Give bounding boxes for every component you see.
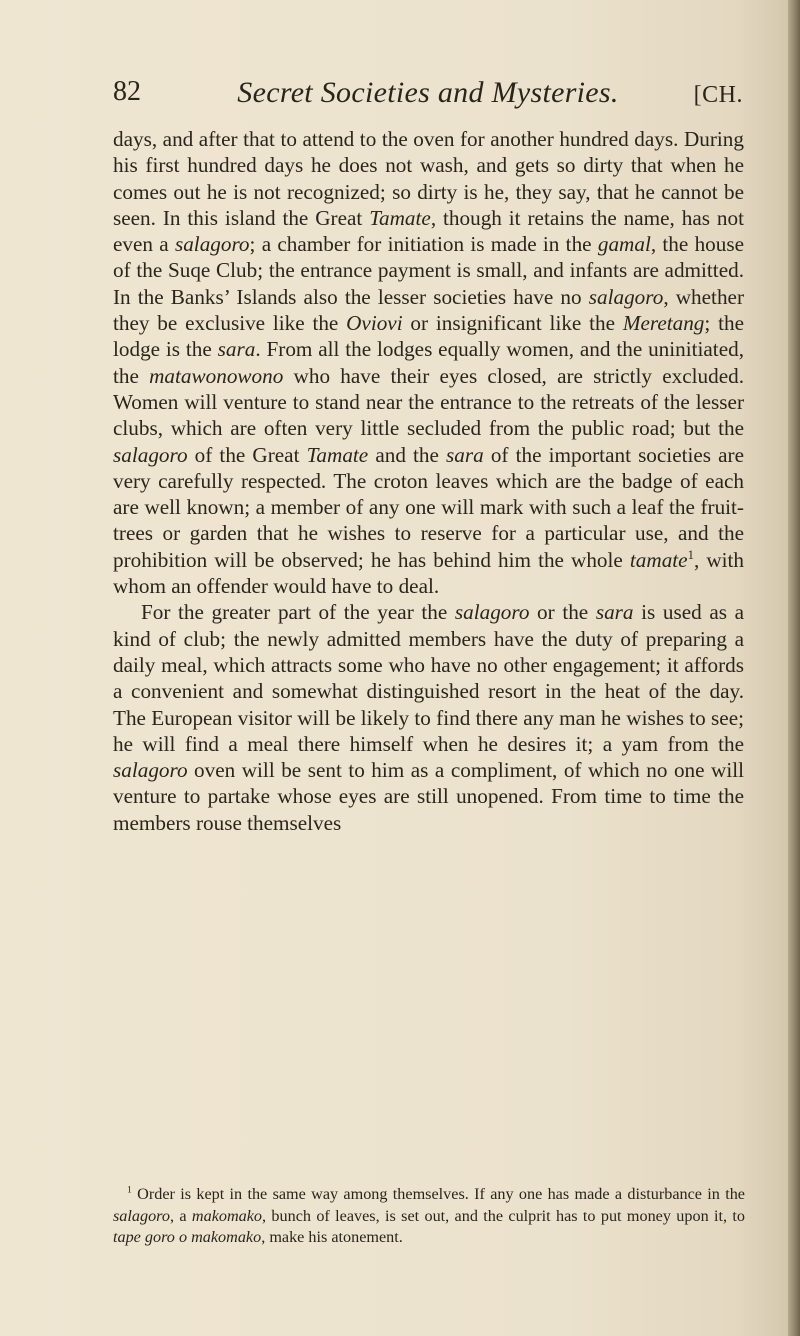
- text-run: of the important societies are very carefully respected. The croton leaves which are the badge of each are well known; a member of any one will mark with such a leaf the fruit-trees or garden that he wishes to reserve for a particular use, and the prohibition will be observed; he has behind him the whole: [113, 442, 744, 572]
- italic-term: salagoro: [113, 1206, 170, 1225]
- text-run: , make his atonement.: [261, 1228, 403, 1246]
- paragraph-1: [113, 126, 744, 599]
- text-run: , with whom an offender would have to deal.: [113, 547, 744, 599]
- chapter-marker: [CH.: [693, 82, 743, 108]
- italic-term: Tamate: [306, 442, 369, 467]
- text-run: , the house of the Suqe Club; the entrance payment is small, and infants are admitted. In the Banks’ Islands also the lesser societies have no: [113, 232, 744, 309]
- italic-term: tamate: [629, 547, 688, 572]
- italic-term: Meretang: [622, 311, 705, 336]
- italic-term: matawonowono: [149, 363, 284, 388]
- text-run: Order is kept in the same way among themselves. If any one has made a disturbance in the: [131, 1185, 745, 1203]
- italic-term: makomako: [191, 1206, 263, 1225]
- italic-term: salagoro: [174, 232, 250, 257]
- paragraph-2: [113, 599, 744, 836]
- footnote-ref: 1: [687, 547, 694, 562]
- body-text: [113, 126, 744, 836]
- text-run: . From all the lodges equally women, and the uninitiated, the: [113, 337, 744, 388]
- italic-term: Oviovi: [346, 311, 403, 336]
- italic-term: salagoro: [113, 442, 188, 467]
- italic-term: sara: [446, 442, 484, 467]
- footnote-ref: 1: [127, 1184, 132, 1196]
- running-title: Secret Societies and Mysteries.: [237, 76, 619, 109]
- text-run: and the: [368, 442, 447, 467]
- italic-term: gamal: [597, 232, 651, 257]
- page-number: 82: [113, 76, 141, 107]
- text-run: ; the lodge is the: [113, 311, 744, 362]
- italic-term: salagoro: [588, 284, 664, 309]
- text-run: or insignificant like the: [402, 311, 623, 336]
- italic-term: Tamate: [369, 205, 431, 230]
- italic-term: tape goro o makomako: [113, 1228, 262, 1246]
- text-run: ; a chamber for initiation is made in the: [249, 232, 598, 257]
- page-edge-shadow: [788, 0, 800, 1336]
- text-run: , bunch of leaves, is set out, and the culprit has to put money upon it, to: [262, 1206, 746, 1225]
- text-run: or the: [529, 600, 596, 625]
- text-run: is used as a kind of club; the newly admitted members have the duty of preparing a daily meal, which attracts some who have no other engagement; it affords a convenient and somewhat distinguished resort in the heat of the day. The European visitor will be likely to find there any man he wishes to see; he will find a meal there himself when he desires it; a yam from the: [113, 600, 745, 756]
- text-run: , though it retains the name, has not even a: [113, 205, 744, 257]
- text-run: oven will be sent to him as a compliment, of which no one will venture to partake whose eyes are still unopened. From time to time the members rouse themselves: [113, 758, 744, 835]
- text-run: , whether they be exclusive like the: [113, 284, 744, 336]
- footnote: [113, 1184, 745, 1249]
- text-run: of the Great: [187, 442, 307, 467]
- running-header: [113, 76, 743, 112]
- footnote-1: [113, 1184, 745, 1249]
- text-run: For the greater part of the year the: [141, 600, 455, 625]
- italic-term: salagoro: [113, 758, 188, 783]
- italic-term: sara: [217, 337, 256, 362]
- italic-term: salagoro: [454, 600, 530, 625]
- italic-term: sara: [595, 600, 634, 625]
- text-run: , a: [169, 1206, 192, 1225]
- text-run: who have their eyes closed, are strictly excluded. Women will venture to stand near the entrance to the retreats of the lesser clubs, which are often very little secluded from the public road; but the: [113, 363, 744, 441]
- text-run: days, and after that to attend to the oven for another hundred days. During his first hundred days he does not wash, and gets so dirty that when he comes out he is not recognized; so dirty is he, they say, that he cannot be seen. In this island the Great: [113, 127, 744, 230]
